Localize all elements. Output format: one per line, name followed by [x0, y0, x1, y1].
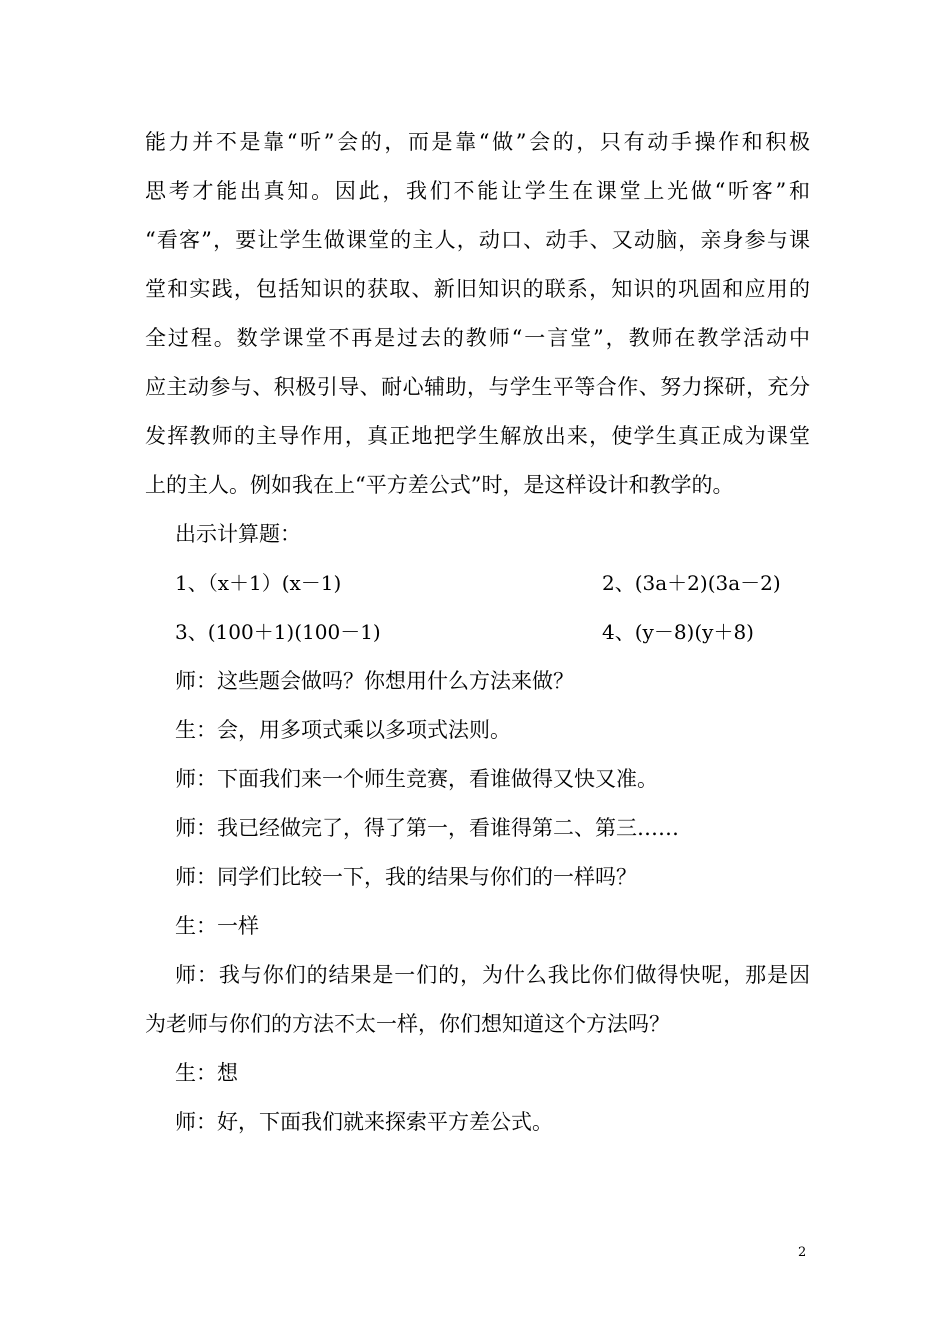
dialogue-line: 师：同学们比较一下，我的结果与你们的一样吗？: [175, 865, 637, 889]
text-line: 思考才能出真知。因此，我们不能让学生在课堂上光做“听客”和: [145, 179, 810, 203]
text-line: 为老师与你们的方法不太一样，你们想知道这个方法吗？: [145, 1012, 670, 1036]
text-line: 应主动参与、积极引导、耐心辅助，与学生平等合作、努力探研，充分: [145, 375, 810, 399]
text-line: “看客”，要让学生做课堂的主人，动口、动手、又动脑，亲身参与课: [145, 228, 810, 252]
exercise-intro: 出示计算题：: [175, 522, 301, 546]
text-line: 师：我与你们的结果是一们的，为什么我比你们做得快呢，那是因: [175, 963, 810, 987]
dialogue-line: 师：下面我们来一个师生竞赛，看谁做得又快又准。: [175, 767, 658, 791]
text-line: 堂和实践，包括知识的获取、新旧知识的联系，知识的巩固和应用的: [145, 277, 810, 301]
dialogue-line: 生：一样: [175, 914, 259, 938]
dialogue-line: 师：我已经做完了，得了第一，看谁得第二、第三……: [175, 816, 679, 840]
text-line: 能力并不是靠“听”会的，而是靠“做”会的，只有动手操作和积极: [145, 130, 810, 154]
text-line: 发挥教师的主导作用，真正地把学生解放出来，使学生真正成为课堂: [145, 424, 810, 448]
problem-item: 3、(100＋1)(100－1): [175, 620, 381, 644]
page-number: 2: [798, 1245, 807, 1260]
problem-item: 2、(3a＋2)(3a－2): [602, 571, 781, 595]
paragraph-teacher-explanation: [145, 951, 810, 1049]
problem-row: [145, 608, 810, 657]
text-line: 全过程。数学课堂不再是过去的教师“一言堂”，教师在教学活动中: [145, 326, 810, 350]
dialogue-line: 生：会，用多项式乘以多项式法则。: [175, 718, 511, 742]
problem-row: [145, 559, 810, 608]
dialogue-line: 师：这些题会做吗？你想用什么方法来做？: [175, 669, 574, 693]
problem-item: 4、(y－8)(y＋8): [602, 620, 754, 644]
dialogue-line: 师：好，下面我们就来探索平方差公式。: [175, 1110, 553, 1134]
dialogue-line: 生：想: [175, 1061, 238, 1085]
document-body: [145, 118, 810, 1147]
problem-item: 1、（x＋1）(x－1): [175, 571, 342, 595]
text-line: 上的主人。例如我在上“平方差公式”时，是这样设计和教学的。: [145, 473, 734, 497]
paragraph-ability: [145, 118, 810, 510]
